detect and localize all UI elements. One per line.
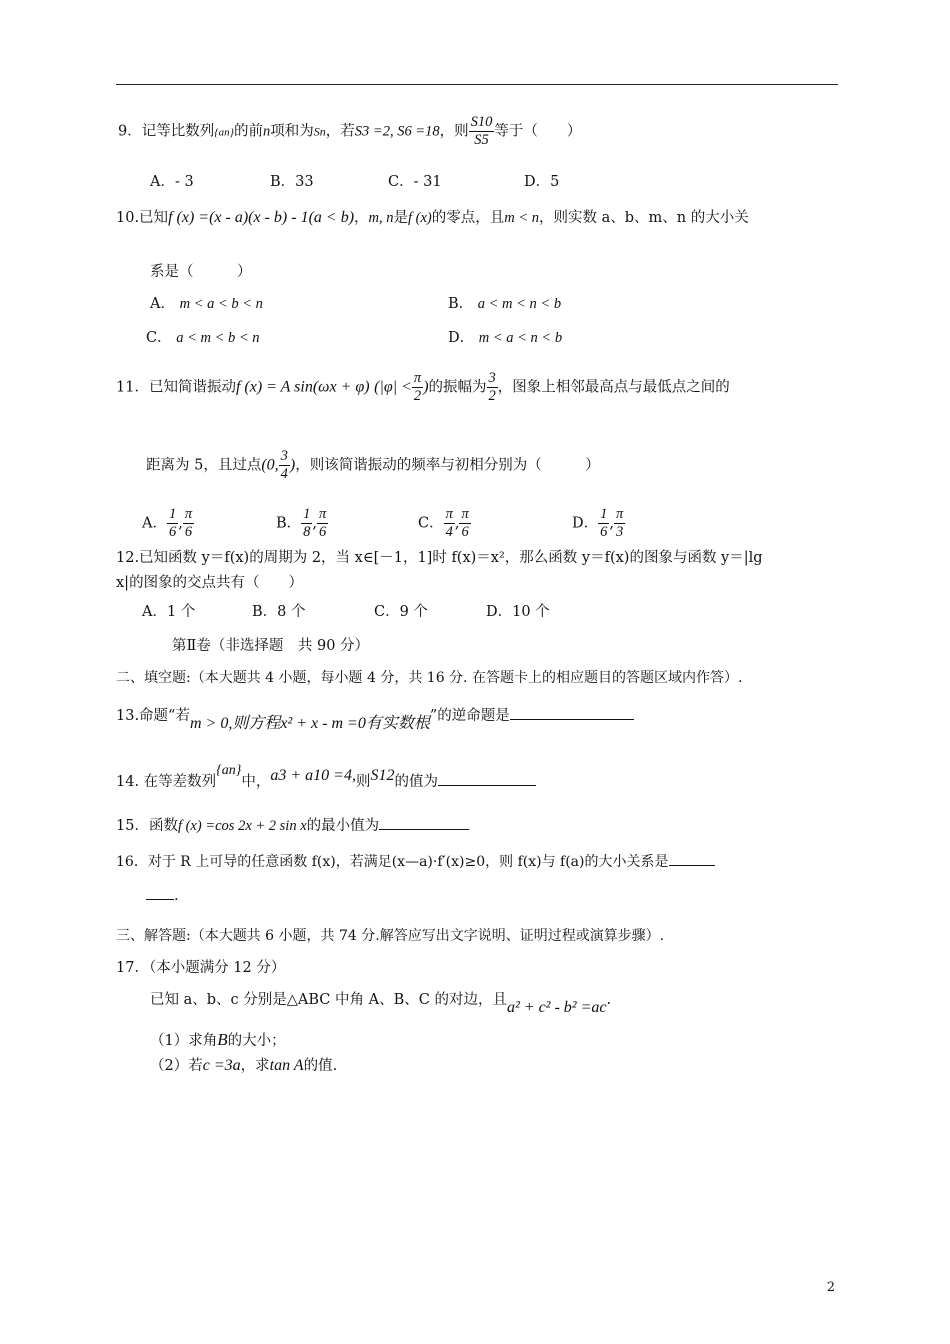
q11-opt-c-n1: π [445, 506, 453, 522]
q11-opt-d-d1: 6 [600, 524, 608, 540]
q10-mn: m, n [368, 210, 394, 226]
q10-text-b: ， [354, 210, 369, 226]
q11-opt-a-label: A． [142, 515, 167, 532]
q11-amp-den: 2 [488, 388, 496, 404]
q10-condition: m < n [504, 210, 540, 226]
q11-opt-a-frac1 [167, 506, 178, 541]
q10-opt-d-expr: m < a < n < b [478, 330, 563, 346]
q11-opt-b-n2: π [319, 506, 327, 522]
q11-opt-c-frac2 [459, 506, 470, 541]
q11-option-b: B． $\frac{1}{8}$ , $\frac{\pi}{6}$ [276, 506, 327, 540]
q13-text-a: 13.命题“若 [116, 708, 190, 724]
q11-opt-d-frac1 [598, 506, 609, 541]
q11-point-fraction [279, 448, 290, 483]
q17-part-1 [150, 1030, 286, 1051]
q11-opt-c-d2: 6 [461, 524, 469, 540]
q10-opt-a-expr: m < a < b < n [179, 296, 263, 312]
q11-amplitude-fraction [487, 370, 498, 405]
q17-p1-text-a: （1）求角 [150, 1033, 218, 1049]
q10-option-a [150, 294, 263, 314]
question-10-stem [116, 208, 749, 228]
q14-expression: a3 + a10 =4, [270, 767, 356, 784]
q12-option-c: C．9 个 [374, 604, 428, 620]
q10-opt-b-expr: a < m < n < b [477, 296, 562, 312]
q16-line2-text: . [174, 888, 179, 904]
q17-condition: a² + c² - b² =ac [506, 999, 607, 1016]
q17-p1-text-b: 的大小； [227, 1033, 286, 1049]
q10-opt-a-label: A． [150, 296, 175, 312]
q11-opt-c-n2: π [461, 506, 469, 522]
q10-option-b [448, 294, 561, 314]
q11-opt-b-d2: 6 [319, 524, 327, 540]
q9-seq: {an} [214, 126, 235, 139]
part-2-title: 第Ⅱ卷（非选择题 共 90 分） [172, 638, 370, 654]
q10-option-c [146, 328, 260, 348]
q11-opt-d-d2: 3 [616, 524, 624, 540]
q11-function: f (x) = A sin(ωx + φ) [235, 378, 370, 396]
question-12-line2: x|的图象的交点共有（ ） [116, 575, 304, 591]
q10-stem-line2: 系是（ ） [150, 264, 252, 280]
q11-line2-b: ，则该简谐振动的频率与初相分别为（ ） [295, 457, 600, 474]
q11-amp-num: 3 [488, 370, 496, 386]
q9-condition: S3 =2, S6 =18 [354, 123, 440, 140]
q15-text-a: 15．函数 [116, 818, 178, 834]
question-13 [116, 706, 634, 732]
q17-text-b: . [606, 992, 612, 1008]
q10-opt-b-label: B． [448, 296, 474, 312]
q9-frac-den: S5 [474, 132, 489, 148]
q9-text-f: 等于（ ） [494, 123, 582, 140]
q9-option-c: C．- 31 [388, 174, 442, 190]
q10-text-a: 10.已知 [116, 210, 169, 226]
q11-opt-d-frac2 [614, 506, 625, 541]
q11-option-a: A． $\frac{1}{6}$ , $\frac{\pi}{6}$ [142, 506, 193, 540]
q15-text-b: 的最小值为 [306, 818, 380, 834]
q14-seq: {an} [216, 763, 242, 778]
q14-text-b: 中， [241, 774, 271, 790]
q17-p2-tan: tan A [269, 1057, 304, 1074]
q17-p2-text-a: （2）若 [150, 1058, 203, 1074]
question-16-line2 [146, 886, 179, 906]
q10-opt-c-label: C． [146, 330, 172, 346]
q17-text-a: 已知 a、b、c 分别是△ABC 中角 A、B、C 的对边，且 [150, 992, 507, 1008]
q15-expression: f (x) =cos 2x + 2 sin x [177, 818, 307, 834]
q11-option-d: D． $\frac{1}{6}$ , $\frac{\pi}{3}$ [572, 506, 624, 540]
q11-cond-den: 2 [413, 388, 422, 404]
q9-frac-num: S10 [470, 114, 493, 130]
q15-answer-blank [379, 829, 469, 830]
q16-answer-blank-2 [146, 899, 174, 900]
page-number: 2 [826, 1280, 835, 1295]
q13-text-b: ”的逆命题是 [429, 708, 510, 724]
q11-point-b: ) [289, 456, 296, 474]
q17-part-2 [150, 1056, 337, 1076]
q9-option-a: A．- 3 [150, 174, 194, 190]
q12-option-a: A．1 个 [142, 604, 196, 620]
q11-text-b: 的振幅为 [428, 379, 487, 396]
q16-text: 16．对于 R 上可导的任意函数 f(x)，若满足(x—a)·f′(x)≥0，则 f(x)与 f(a)的大小关系是 [116, 854, 669, 870]
q11-opt-b-frac2 [317, 506, 328, 541]
q11-text-c: ，图象上相邻最高点与最低点之间的 [497, 379, 730, 396]
q13-answer-blank [510, 719, 634, 720]
q13-expression: m > 0,则方程x² + x - m =0有实数根 [189, 715, 430, 732]
q11-cond-b: ) [423, 378, 429, 396]
header-rule [116, 84, 838, 85]
q10-text-d: 的零点，且 [431, 210, 505, 226]
q11-opt-a-n1: 1 [168, 506, 177, 522]
q9-n: n [263, 123, 271, 140]
q11-opt-d-n1: 1 [600, 506, 608, 522]
q14-text-d: 的值为 [394, 774, 438, 790]
q11-opt-c-label: C． [418, 515, 444, 532]
q14-text-a: 14. 在等差数列 [116, 774, 217, 790]
q10-function: f (x) =(x - a)(x - b) - 1(a < b) [168, 209, 355, 226]
q9-ratio-fraction [469, 114, 495, 149]
q11-cond-fraction [412, 370, 423, 405]
question-15 [116, 816, 469, 836]
q17-p1-var: B [217, 1030, 228, 1049]
question-16-line1 [116, 852, 715, 872]
q9-text-e: ，则 [439, 123, 469, 140]
q11-cond-num: π [413, 370, 422, 386]
q9-option-d: D．5 [524, 174, 560, 190]
q14-answer-blank [438, 785, 536, 786]
q9-text-c: 项和为 [270, 123, 314, 140]
q11-text-a: 11．已知简谐振动 [116, 379, 236, 396]
q9-text-a: 9．记等比数列 [118, 123, 215, 140]
question-11-stem [116, 370, 730, 405]
q11-opt-b-d1: 8 [303, 524, 311, 540]
q11-opt-a-frac2 [183, 506, 194, 541]
section-3-heading: 三、解答题:（本大题共 6 小题，共 74 分.解答应写出文字说明、证明过程或演算步骤）. [116, 928, 665, 944]
q11-opt-b-frac1 [301, 506, 312, 541]
q9-sn: Sn [313, 124, 326, 139]
q11-opt-a-d2: 6 [184, 524, 193, 540]
q11-point-a: (0, [261, 456, 279, 474]
q10-option-d [448, 328, 562, 348]
section-2-heading: 二、填空题:（本大题共 4 小题，每小题 4 分，共 16 分. 在答题卡上的相应题目的答题区域内作答）. [116, 670, 743, 686]
q11-opt-b-n1: 1 [303, 506, 311, 522]
question-17-title: 17．（本小题满分 12 分） [116, 960, 286, 976]
question-11-line2 [146, 448, 600, 483]
question-14 [116, 763, 536, 793]
q11-line2-a: 距离为 5，且过点 [146, 457, 262, 474]
q11-opt-d-n2: π [616, 506, 624, 522]
q10-fx: f (x) [408, 210, 432, 226]
q11-option-c: C． $\frac{\pi}{4}$ , $\frac{\pi}{6}$ [418, 506, 469, 540]
q11-cond-a: (|φ| < [374, 378, 412, 396]
q9-option-b: B．33 [270, 174, 314, 190]
q14-s12: S12 [370, 767, 395, 784]
q10-text-e: ，则实数 a、b、m、n 的大小关 [539, 210, 749, 226]
q11-opt-a-d1: 6 [168, 524, 177, 540]
q12-option-d: D．10 个 [486, 604, 550, 620]
q11-opt-b-label: B． [276, 515, 302, 532]
q17-p2-text-b: ，求 [240, 1058, 270, 1074]
q11-opt-d-label: D． [572, 515, 599, 532]
q10-text-c: 是 [393, 210, 408, 226]
question-17-stem [150, 990, 612, 1016]
q11-point-den: 4 [280, 466, 288, 482]
q11-opt-c-frac1 [444, 506, 455, 541]
q14-text-c: 则 [355, 774, 371, 790]
q11-opt-a-n2: π [184, 506, 193, 522]
q17-p2-condition: c =3a [202, 1057, 241, 1074]
q11-opt-c-d1: 4 [445, 524, 453, 540]
q11-point-num: 3 [280, 448, 288, 464]
q9-text-d: ，若 [325, 123, 355, 140]
question-12-line1: 12.已知函数 y＝f(x)的周期为 2，当 x∈[－1，1]时 f(x)＝x²，那么函数 y＝f(x)的图象与函数 y＝|lg [116, 550, 763, 566]
q10-opt-c-expr: a < m < b < n [176, 330, 260, 346]
q10-opt-d-label: D． [448, 330, 475, 346]
q17-p2-text-c: 的值. [303, 1058, 338, 1074]
q12-option-b: B．8 个 [252, 604, 306, 620]
q9-text-b: 的前 [234, 123, 264, 140]
question-9-stem [118, 114, 581, 149]
q16-answer-blank [669, 865, 715, 866]
